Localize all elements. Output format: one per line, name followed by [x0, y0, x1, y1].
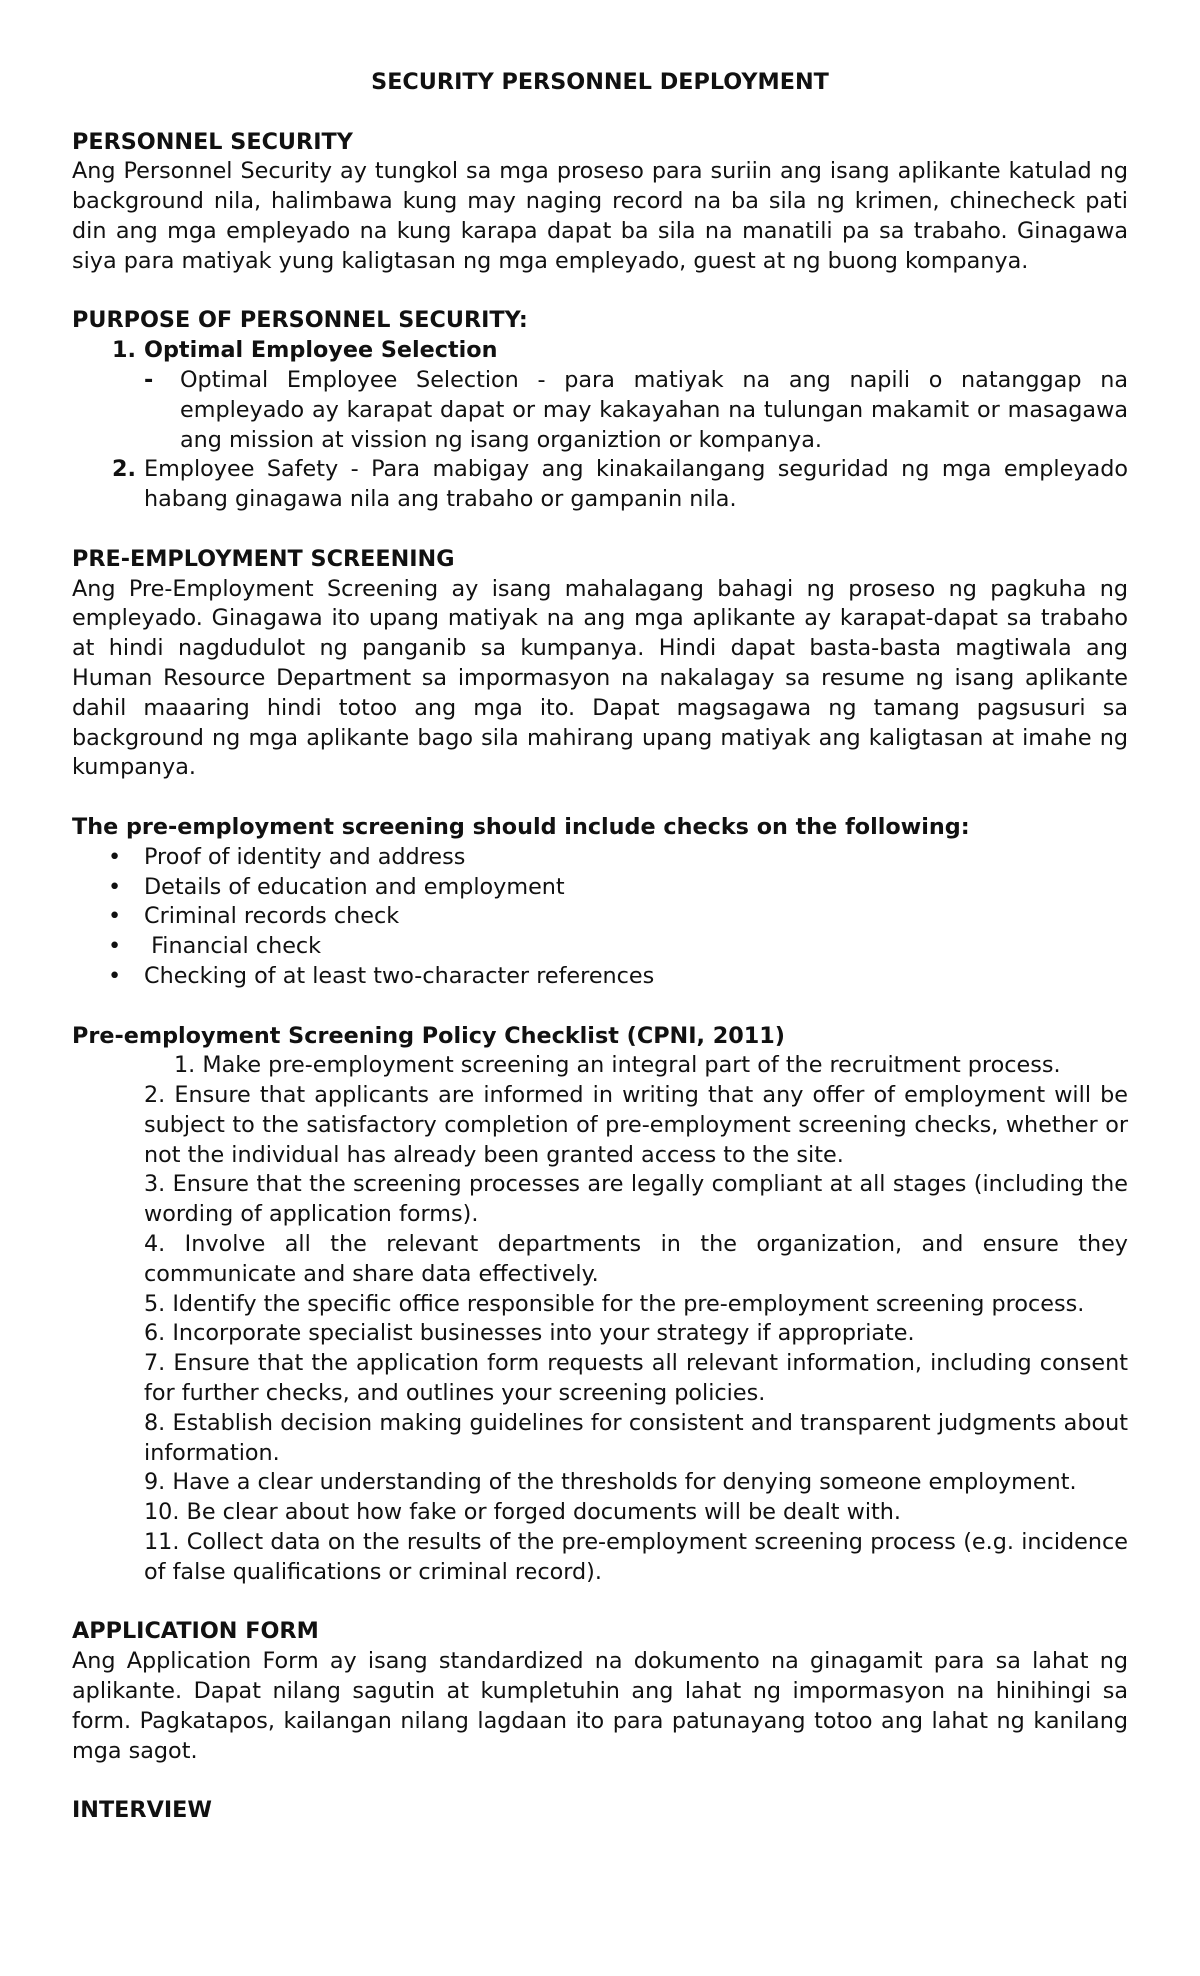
purpose-item [72, 455, 1128, 515]
pre-employment-body: Ang Pre-Employment Screening ay isang mahalagang bahagi ng proseso ng pagkuha ng empleyado. Ginagawa ito upang matiyak na ang mga aplikante ay karapat-dapat sa trabaho at hindi nagdudulot ng panganib sa kumpanya. Hindi dapat basta-basta magtiwala ang Human Resource Department sa impormasyon na nakalagay sa resume ng isang aplikante dahil maaaring hindi totoo ang mga ito. Dapat magsagawa ng tamang pagsusuri sa background ng mga aplikante bago sila mahirang upang matiyak ang kaligtasan at imahe ng kumpanya. [72, 575, 1128, 781]
list-item [72, 902, 1128, 932]
list-item-text: Proof of identity and address [144, 843, 466, 870]
purpose-item-number: 2. [112, 456, 136, 483]
policy-checklist-section [72, 1022, 1128, 1588]
bullet-marker: • [108, 903, 122, 930]
list-item [72, 843, 1128, 873]
spacer [72, 783, 1128, 813]
checklist-item: 9. Have a clear understanding of the thresholds for denying someone employment. [144, 1469, 1077, 1496]
policy-checklist-heading: Pre-employment Screening Policy Checklist (CPNI, 2011) [72, 1022, 785, 1049]
purpose-item-number: 1. [112, 337, 136, 364]
interview-section [72, 1796, 1128, 1826]
purpose-sub-item [144, 366, 1128, 455]
purpose-sub-item-text: Optimal Employee Selection - para matiyak na ang napili o natanggap na empleyado ay karapat dapat or may kakayahan na tulungan makamit or masagawa ang mission at vission ng isang organiztion or kompanya. [180, 366, 1128, 453]
list-item-text: Financial check [144, 933, 322, 960]
checklist-item: 7. Ensure that the application form requests all relevant information, including consent for further checks, and outlines your screening policies. [144, 1350, 1128, 1407]
personnel-security-section [72, 128, 1128, 277]
list-item-text: Criminal records check [144, 903, 400, 930]
checklist-item: 6. Incorporate specialist businesses into your strategy if appropriate. [144, 1320, 915, 1347]
purpose-item-title: Optimal Employee Selection [144, 337, 498, 364]
application-form-section [72, 1617, 1128, 1766]
application-form-heading: APPLICATION FORM [72, 1618, 319, 1645]
checklist-item: 4. Involve all the relevant departments in the organization, and ensure they communicate and share data effectively. [144, 1231, 1128, 1287]
document-title: SECURITY PERSONNEL DEPLOYMENT [371, 69, 829, 95]
list-item-text: Checking of at least two-character references [144, 962, 655, 989]
policy-checklist [144, 1051, 1128, 1587]
screening-checks-section [72, 813, 1128, 992]
spacer [72, 1588, 1128, 1618]
checklist-item: 3. Ensure that the screening processes are legally compliant at all stages (including the wording of application forms). [144, 1171, 1128, 1228]
spacer [72, 515, 1128, 545]
spacer [72, 277, 1128, 307]
bullet-marker: • [108, 962, 122, 989]
checklist-item: 1. Make pre-employment screening an integral part of the recruitment process. [174, 1052, 1061, 1079]
list-item [72, 873, 1128, 903]
spacer [72, 992, 1128, 1022]
purpose-section [72, 306, 1128, 515]
pre-employment-section [72, 545, 1128, 783]
bullet-marker: • [108, 873, 122, 900]
checklist-item: 8. Establish decision making guidelines for consistent and transparent judgments about information. [144, 1409, 1128, 1466]
dash-marker: - [144, 366, 154, 393]
interview-heading: INTERVIEW [72, 1797, 212, 1824]
bullet-marker: • [108, 843, 122, 870]
list-item [72, 932, 1128, 962]
checklist-item: 10. Be clear about how fake or forged documents will be dealt with. [144, 1499, 901, 1526]
personnel-security-body: Ang Personnel Security ay tungkol sa mga proseso para suriin ang isang aplikante katulad ng background nila, halimbawa kung may naging record na ba sila ng krimen, chinecheck pati din ang mga empleyado na kung karapa dapat ba sila na manatili pa sa trabaho. Ginagawa siya para matiyak yung kaligtasan ng mga empleyado, guest at ng buong kompanya. [72, 158, 1128, 274]
purpose-item [72, 336, 1128, 366]
bullet-marker: • [108, 933, 122, 960]
list-item-text: Details of education and employment [144, 873, 565, 900]
pre-employment-heading: PRE-EMPLOYMENT SCREENING [72, 545, 455, 572]
purpose-heading: PURPOSE OF PERSONNEL SECURITY: [72, 307, 528, 334]
checklist-item: 11. Collect data on the results of the pre-employment screening process (e.g. incidence of false qualifications or criminal record). [144, 1529, 1128, 1585]
checklist-item: 5. Identify the specific office responsible for the pre-employment screening process. [144, 1290, 1085, 1317]
list-item [72, 962, 1128, 992]
personnel-security-heading: PERSONNEL SECURITY [72, 128, 353, 155]
checklist-item: 2. Ensure that applicants are informed in writing that any offer of employment will be subject to the satisfactory completion of pre-employment screening checks, whether or not the individual has already been granted access to the site. [144, 1082, 1128, 1168]
application-form-body: Ang Application Form ay isang standardized na dokumento na ginagamit para sa lahat ng aplikante. Dapat nilang sagutin at kumpletuhin ang lahat ng impormasyon na hinihingi sa form. Pagkatapos, kailangan nilang lagdaan ito para patunayang totoo ang lahat ng kanilang mga sagot. [72, 1648, 1128, 1764]
screening-checks-heading: The pre-employment screening should include checks on the following: [72, 813, 970, 840]
purpose-item-text: Employee Safety - Para mabigay ang kinakailangang seguridad ng mga empleyado habang ginagawa nila ang trabaho or gampanin nila. [144, 456, 1128, 513]
screening-checks-list [72, 843, 1128, 992]
spacer [72, 1766, 1128, 1796]
